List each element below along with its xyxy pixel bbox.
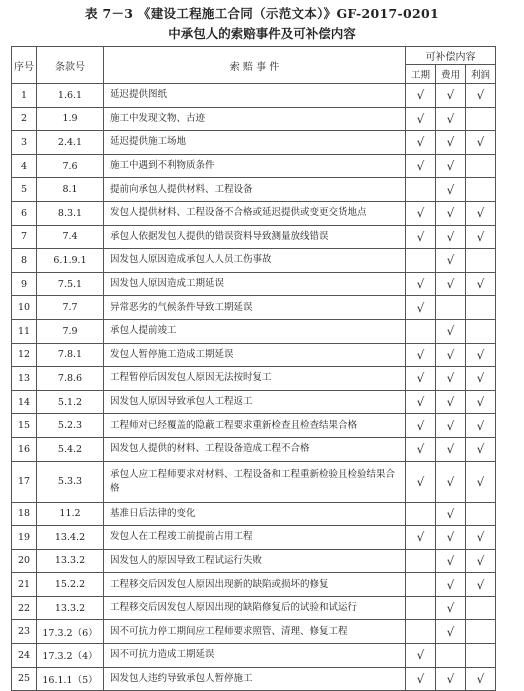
cell-profit-check — [466, 84, 496, 108]
table-row — [12, 131, 496, 155]
cell-time-check — [406, 620, 436, 644]
cell-profit-check — [466, 502, 496, 526]
check-mark-icon: √ — [446, 442, 455, 457]
check-mark-icon: √ — [416, 229, 425, 244]
check-mark-icon: √ — [476, 553, 485, 568]
cell-time-check — [406, 296, 436, 320]
cell-clause: 13.3.2 — [37, 549, 104, 573]
cell-event: 延迟提供图纸 — [104, 84, 406, 108]
cell-cost-check — [436, 461, 466, 502]
check-mark-icon: √ — [446, 474, 455, 489]
cell-clause: 17.3.2（4） — [37, 644, 104, 668]
cell-cost-check — [436, 131, 466, 155]
cell-event: 施工中遇到不利物质条件 — [104, 154, 406, 178]
check-mark-icon: √ — [446, 206, 455, 221]
check-mark-icon: √ — [476, 577, 485, 592]
table-row — [12, 296, 496, 320]
cell-clause: 1.6.1 — [37, 84, 104, 108]
cell-clause: 13.4.2 — [37, 526, 104, 550]
cell-profit-check — [466, 272, 496, 296]
cell-profit-check — [466, 225, 496, 249]
check-mark-icon: √ — [446, 135, 455, 150]
check-mark-icon: √ — [446, 530, 455, 545]
cell-seq: 12 — [12, 343, 37, 367]
cell-event: 承包人应工程师要求对材料、工程设备和工程重新检验且检验结果合格 — [104, 461, 406, 502]
cell-time-check — [406, 225, 436, 249]
check-mark-icon: √ — [416, 277, 425, 292]
check-mark-icon: √ — [446, 624, 455, 639]
cell-cost-check — [436, 620, 466, 644]
table-row — [12, 502, 496, 526]
cell-cost-check — [436, 526, 466, 550]
cell-profit-check — [466, 249, 496, 273]
table-title: 表 7－3 《建设工程施工合同（示范文本）》GF-2017-0201 — [85, 6, 439, 21]
check-mark-icon: √ — [476, 395, 485, 410]
check-mark-icon: √ — [446, 347, 455, 362]
cell-event: 因不可抗力停工期间应工程师要求照管、清理、修复工程 — [104, 620, 406, 644]
cell-profit-check — [466, 343, 496, 367]
cell-clause: 15.2.2 — [37, 573, 104, 597]
check-mark-icon: √ — [446, 601, 455, 616]
check-mark-icon: √ — [416, 347, 425, 362]
cell-event: 发包人提供材料、工程设备不合格或延迟提供或变更交货地点 — [104, 201, 406, 225]
check-mark-icon: √ — [446, 671, 455, 686]
table-row — [12, 667, 496, 691]
check-mark-icon: √ — [476, 229, 485, 244]
cell-cost-check — [436, 573, 466, 597]
cell-event: 发包人暂停施工造成工期延误 — [104, 343, 406, 367]
cell-cost-check — [436, 319, 466, 343]
table-row — [12, 526, 496, 550]
cell-seq: 3 — [12, 131, 37, 155]
cell-event: 因发包人原因造成承包人人员工伤事故 — [104, 249, 406, 273]
cell-event: 因发包人提供的材料、工程设备造成工程不合格 — [104, 437, 406, 461]
cell-time-check — [406, 319, 436, 343]
cell-seq: 11 — [12, 319, 37, 343]
cell-cost-check — [436, 154, 466, 178]
cell-clause: 7.6 — [37, 154, 104, 178]
cell-cost-check — [436, 272, 466, 296]
table-row — [12, 225, 496, 249]
cell-event: 施工中发现文物、古迹 — [104, 107, 406, 131]
cell-seq: 14 — [12, 390, 37, 414]
cell-clause: 13.3.2 — [37, 596, 104, 620]
check-mark-icon: √ — [446, 159, 455, 174]
cell-event: 发包人在工程竣工前提前占用工程 — [104, 526, 406, 550]
cell-clause: 16.1.1（5） — [37, 667, 104, 691]
cell-time-check — [406, 526, 436, 550]
check-mark-icon: √ — [416, 418, 425, 433]
cell-time-check — [406, 644, 436, 668]
check-mark-icon: √ — [476, 442, 485, 457]
cell-time-check — [406, 272, 436, 296]
cell-profit-check — [466, 549, 496, 573]
check-mark-icon: √ — [416, 395, 425, 410]
header-compensation: 可补偿内容 — [406, 47, 496, 65]
check-mark-icon: √ — [476, 206, 485, 221]
cell-time-check — [406, 437, 436, 461]
cell-time-check — [406, 461, 436, 502]
cell-event: 因不可抗力造成工期延误 — [104, 644, 406, 668]
cell-cost-check — [436, 414, 466, 438]
cell-time-check — [406, 502, 436, 526]
cell-profit-check — [466, 178, 496, 202]
header-clause: 条款号 — [37, 47, 104, 84]
cell-seq: 25 — [12, 667, 37, 691]
cell-time-check — [406, 367, 436, 391]
check-mark-icon: √ — [416, 88, 425, 103]
cell-seq: 23 — [12, 620, 37, 644]
check-mark-icon: √ — [476, 135, 485, 150]
cell-event: 因发包人的原因导致工程试运行失败 — [104, 549, 406, 573]
cell-seq: 21 — [12, 573, 37, 597]
header-time: 工期 — [406, 65, 436, 84]
cell-event: 因发包人原因造成工期延误 — [104, 272, 406, 296]
cell-time-check — [406, 178, 436, 202]
table-row — [12, 390, 496, 414]
table-row — [12, 367, 496, 391]
check-mark-icon: √ — [476, 418, 485, 433]
cell-event: 工程暂停后因发包人原因无法按时复工 — [104, 367, 406, 391]
check-mark-icon: √ — [446, 577, 455, 592]
check-mark-icon: √ — [416, 530, 425, 545]
table-row — [12, 414, 496, 438]
cell-event: 工程移交后因发包人原因出现的缺陷修复后的试验和试运行 — [104, 596, 406, 620]
cell-clause: 1.9 — [37, 107, 104, 131]
cell-clause: 8.3.1 — [37, 201, 104, 225]
cell-cost-check — [436, 201, 466, 225]
check-mark-icon: √ — [446, 395, 455, 410]
check-mark-icon: √ — [416, 371, 425, 386]
cell-time-check — [406, 390, 436, 414]
cell-cost-check — [436, 296, 466, 320]
header-seq: 序号 — [12, 47, 37, 84]
check-mark-icon: √ — [476, 474, 485, 489]
cell-profit-check — [466, 201, 496, 225]
header-cost: 费用 — [436, 65, 466, 84]
check-mark-icon: √ — [446, 182, 455, 197]
cell-clause: 6.1.9.1 — [37, 249, 104, 273]
table-row — [12, 201, 496, 225]
cell-profit-check — [466, 620, 496, 644]
cell-cost-check — [436, 437, 466, 461]
cell-profit-check — [466, 596, 496, 620]
cell-profit-check — [466, 319, 496, 343]
cell-seq: 15 — [12, 414, 37, 438]
cell-clause: 11.2 — [37, 502, 104, 526]
cell-event: 因发包人违约导致承包人暂停施工 — [104, 667, 406, 691]
cell-seq: 8 — [12, 249, 37, 273]
table-row — [12, 249, 496, 273]
cell-seq: 6 — [12, 201, 37, 225]
table-body — [12, 84, 496, 691]
cell-seq: 2 — [12, 107, 37, 131]
cell-seq: 5 — [12, 178, 37, 202]
cell-clause: 17.3.2（6） — [37, 620, 104, 644]
table-row — [12, 154, 496, 178]
cell-profit-check — [466, 414, 496, 438]
cell-clause: 2.4.1 — [37, 131, 104, 155]
cell-cost-check — [436, 644, 466, 668]
cell-seq: 18 — [12, 502, 37, 526]
cell-time-check — [406, 131, 436, 155]
cell-profit-check — [466, 644, 496, 668]
cell-time-check — [406, 201, 436, 225]
check-mark-icon: √ — [416, 159, 425, 174]
cell-cost-check — [436, 84, 466, 108]
cell-cost-check — [436, 343, 466, 367]
cell-time-check — [406, 107, 436, 131]
cell-profit-check — [466, 573, 496, 597]
check-mark-icon: √ — [476, 371, 485, 386]
check-mark-icon: √ — [446, 111, 455, 126]
check-mark-icon: √ — [416, 206, 425, 221]
cell-time-check — [406, 596, 436, 620]
table-subtitle: 中承包人的索赔事件及可补偿内容 — [168, 26, 356, 41]
cell-clause: 7.8.1 — [37, 343, 104, 367]
claims-table — [11, 46, 496, 691]
check-mark-icon: √ — [446, 553, 455, 568]
cell-profit-check — [466, 131, 496, 155]
cell-event: 工程移交后因发包人原因出现新的缺陷或损坏的修复 — [104, 573, 406, 597]
cell-clause: 5.4.2 — [37, 437, 104, 461]
check-mark-icon: √ — [446, 253, 455, 268]
cell-seq: 13 — [12, 367, 37, 391]
cell-profit-check — [466, 296, 496, 320]
header-event: 索 赔 事 件 — [104, 47, 406, 84]
check-mark-icon: √ — [476, 88, 485, 103]
cell-seq: 20 — [12, 549, 37, 573]
cell-seq: 1 — [12, 84, 37, 108]
cell-event: 基准日后法律的变化 — [104, 502, 406, 526]
cell-profit-check — [466, 461, 496, 502]
table-row — [12, 620, 496, 644]
check-mark-icon: √ — [446, 418, 455, 433]
cell-event: 异常恶劣的气候条件导致工期延误 — [104, 296, 406, 320]
check-mark-icon: √ — [416, 648, 425, 663]
check-mark-icon: √ — [446, 229, 455, 244]
table-row — [12, 596, 496, 620]
cell-cost-check — [436, 667, 466, 691]
cell-time-check — [406, 549, 436, 573]
cell-profit-check — [466, 526, 496, 550]
table-row — [12, 107, 496, 131]
check-mark-icon: √ — [446, 371, 455, 386]
cell-profit-check — [466, 107, 496, 131]
table-row — [12, 272, 496, 296]
table-row — [12, 437, 496, 461]
check-mark-icon: √ — [416, 474, 425, 489]
cell-profit-check — [466, 437, 496, 461]
check-mark-icon: √ — [416, 111, 425, 126]
table-row — [12, 549, 496, 573]
check-mark-icon: √ — [446, 506, 455, 521]
check-mark-icon: √ — [416, 135, 425, 150]
header-profit: 利润 — [466, 65, 496, 84]
table-row — [12, 573, 496, 597]
cell-event: 承包人依据发包人提供的错误资料导致测量放线错误 — [104, 225, 406, 249]
cell-seq: 19 — [12, 526, 37, 550]
check-mark-icon: √ — [476, 277, 485, 292]
check-mark-icon: √ — [416, 671, 425, 686]
cell-clause: 7.8.6 — [37, 367, 104, 391]
cell-profit-check — [466, 390, 496, 414]
table-row — [12, 178, 496, 202]
cell-seq: 17 — [12, 461, 37, 502]
cell-time-check — [406, 154, 436, 178]
cell-profit-check — [466, 367, 496, 391]
check-mark-icon: √ — [446, 324, 455, 339]
cell-cost-check — [436, 549, 466, 573]
cell-event: 提前向承包人提供材料、工程设备 — [104, 178, 406, 202]
cell-seq: 4 — [12, 154, 37, 178]
check-mark-icon: √ — [476, 347, 485, 362]
cell-profit-check — [466, 667, 496, 691]
cell-clause: 5.2.3 — [37, 414, 104, 438]
cell-seq: 24 — [12, 644, 37, 668]
cell-cost-check — [436, 107, 466, 131]
cell-cost-check — [436, 390, 466, 414]
table-row — [12, 84, 496, 108]
table-row — [12, 461, 496, 502]
cell-time-check — [406, 343, 436, 367]
cell-profit-check — [466, 154, 496, 178]
cell-time-check — [406, 573, 436, 597]
cell-event: 延迟提供施工场地 — [104, 131, 406, 155]
cell-time-check — [406, 667, 436, 691]
cell-event: 因发包人原因导致承包人工程返工 — [104, 390, 406, 414]
cell-cost-check — [436, 596, 466, 620]
cell-time-check — [406, 414, 436, 438]
table-row — [12, 343, 496, 367]
cell-cost-check — [436, 249, 466, 273]
cell-clause: 7.4 — [37, 225, 104, 249]
cell-clause: 7.9 — [37, 319, 104, 343]
cell-event: 工程师对已经覆盖的隐蔽工程要求重新检查且检查结果合格 — [104, 414, 406, 438]
cell-time-check — [406, 249, 436, 273]
cell-clause: 7.7 — [37, 296, 104, 320]
cell-seq: 7 — [12, 225, 37, 249]
check-mark-icon: √ — [476, 530, 485, 545]
cell-seq: 22 — [12, 596, 37, 620]
cell-seq: 10 — [12, 296, 37, 320]
cell-seq: 16 — [12, 437, 37, 461]
cell-seq: 9 — [12, 272, 37, 296]
check-mark-icon: √ — [446, 277, 455, 292]
cell-clause: 5.1.2 — [37, 390, 104, 414]
cell-clause: 7.5.1 — [37, 272, 104, 296]
cell-clause: 5.3.3 — [37, 461, 104, 502]
check-mark-icon: √ — [416, 442, 425, 457]
cell-clause: 8.1 — [37, 178, 104, 202]
check-mark-icon: √ — [446, 88, 455, 103]
cell-time-check — [406, 84, 436, 108]
cell-event: 承包人提前竣工 — [104, 319, 406, 343]
cell-cost-check — [436, 502, 466, 526]
check-mark-icon: √ — [476, 671, 485, 686]
check-mark-icon: √ — [416, 300, 425, 315]
table-row — [12, 644, 496, 668]
cell-cost-check — [436, 178, 466, 202]
cell-cost-check — [436, 367, 466, 391]
cell-cost-check — [436, 225, 466, 249]
table-row — [12, 319, 496, 343]
